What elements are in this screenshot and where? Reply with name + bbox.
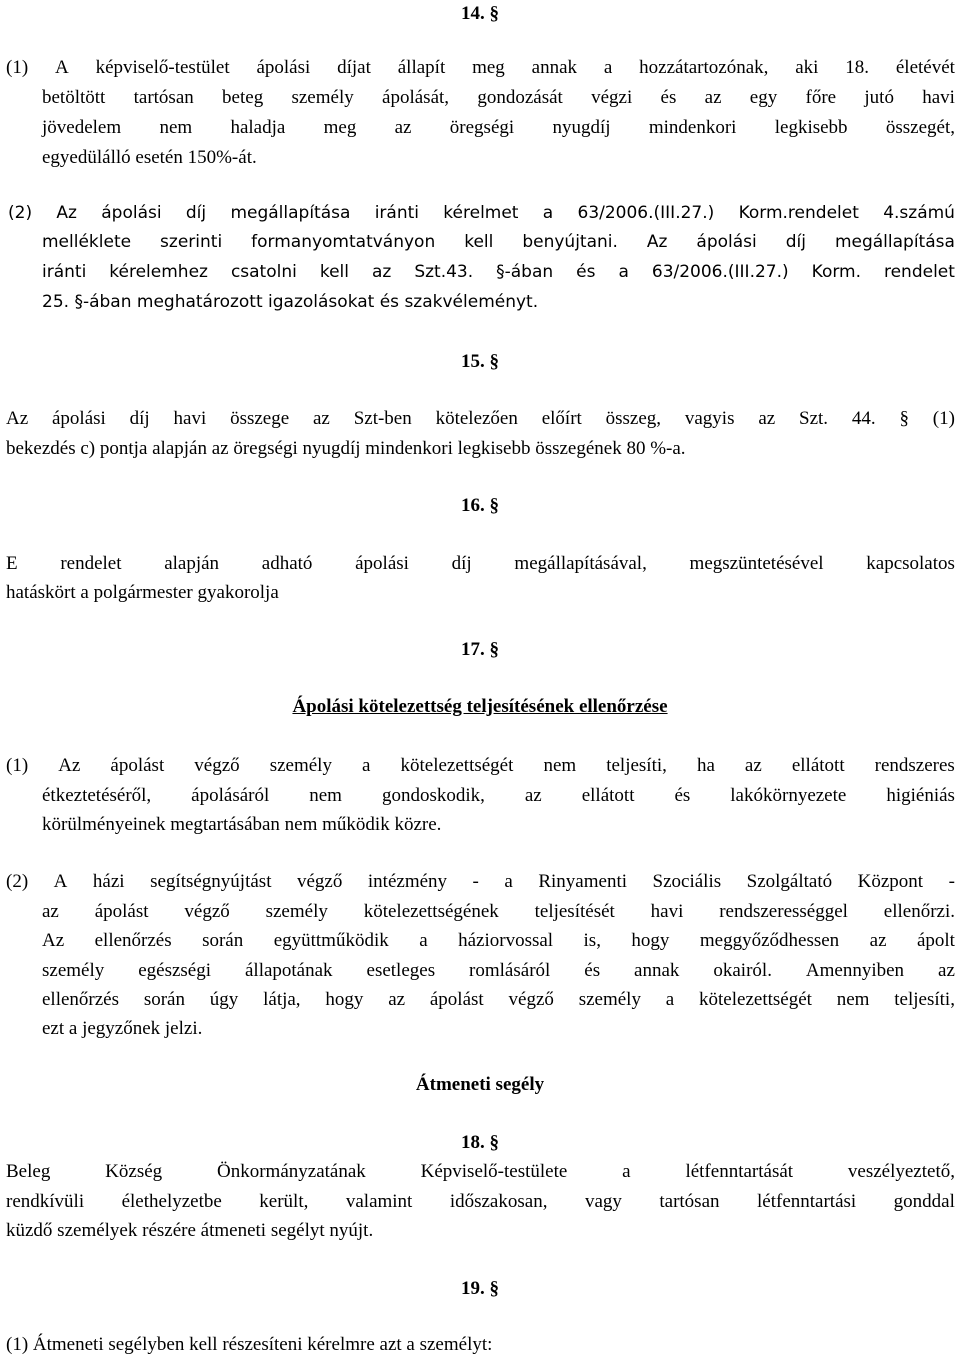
word: Beleg: [6, 1161, 51, 1182]
s17-line-5: [42, 902, 955, 921]
word: és: [674, 785, 691, 806]
word: Szt.: [799, 408, 829, 429]
section-17-heading: 17. §: [461, 639, 499, 660]
word: annak: [531, 57, 578, 78]
word: a: [603, 57, 613, 78]
word: rendelet: [60, 553, 122, 574]
word: személy: [265, 901, 328, 922]
word: kapcsolatos: [866, 553, 955, 574]
s14-line-6: [42, 234, 955, 251]
word: végzi: [591, 87, 633, 108]
word: öregségi: [449, 117, 515, 138]
word: annak: [634, 960, 680, 981]
word: személy: [291, 87, 354, 108]
word: tartósan: [133, 87, 194, 108]
word: ápolását,: [382, 87, 450, 108]
word: a: [504, 871, 513, 892]
word: -: [472, 871, 479, 892]
word: meg: [472, 57, 505, 78]
word: az: [394, 117, 412, 138]
word: kérelmet: [443, 203, 519, 223]
word: összegét,: [885, 117, 955, 138]
word: valamint: [345, 1191, 413, 1212]
word: ápolási: [355, 553, 409, 574]
word: életévét: [895, 57, 955, 78]
word: A: [53, 871, 68, 892]
word: és: [576, 262, 596, 282]
word: ápolási: [256, 57, 311, 78]
word: Amennyiben: [805, 960, 905, 981]
s14-line-4: egyedülálló esetén 150%-át.: [42, 147, 257, 168]
word: meggyőződhessen: [699, 930, 840, 951]
word: úgy: [209, 989, 239, 1010]
word: alapján: [164, 553, 220, 574]
word: gondozását: [477, 87, 563, 108]
word: összeg,: [605, 408, 662, 429]
s17-line-2: [42, 786, 955, 805]
section-15-heading: 15. §: [461, 351, 499, 372]
section-16-heading: 16. §: [461, 495, 499, 516]
word: került,: [259, 1191, 309, 1212]
s16-line-2: hatáskört a polgármester gyakorolja: [6, 582, 279, 603]
word: higiéniás: [886, 785, 955, 806]
word: díj: [785, 232, 806, 252]
s15-line-1: [6, 409, 955, 428]
word: ápolt: [916, 930, 955, 951]
word: ellátott: [581, 785, 635, 806]
word: mindenkori: [648, 117, 737, 138]
word: gonddal: [893, 1191, 955, 1212]
word: Az: [56, 203, 77, 223]
word: (1): [6, 755, 29, 776]
word: az: [744, 755, 762, 776]
word: személy: [578, 989, 641, 1010]
word: az: [869, 930, 887, 951]
word: Szolgáltató: [746, 871, 833, 892]
word: végző: [194, 755, 240, 776]
word: Önkormányzatának: [217, 1161, 366, 1182]
word: nem: [543, 755, 577, 776]
word: során: [202, 930, 244, 951]
word: ápolásáról: [191, 785, 270, 806]
word: ápolást: [429, 989, 484, 1010]
word: ápolást: [94, 901, 149, 922]
word: háziorvossal: [458, 930, 554, 951]
s17-line-7: [42, 961, 955, 980]
word: Az: [6, 408, 29, 429]
word: ellenőrzés: [94, 930, 172, 951]
word: csatolni: [230, 262, 297, 282]
section-18-heading: 18. §: [461, 1132, 499, 1153]
section-18-title: Átmeneti segély: [415, 1074, 545, 1095]
word: egészségi: [138, 960, 212, 981]
section-19-heading: 19. §: [461, 1278, 499, 1299]
word: Szt.43.: [414, 262, 474, 282]
word: havi: [922, 87, 955, 108]
s14-line-8: 25. §-ában meghatározott igazolásokat és szakvéleményt.: [42, 292, 539, 312]
word: Rinyamenti: [538, 871, 627, 892]
word: képviselő-testület: [95, 57, 230, 78]
s17-line-4: [6, 872, 955, 891]
word: 63/2006.(III.27.): [651, 262, 789, 282]
word: lakókörnyezete: [730, 785, 847, 806]
word: hogy: [325, 989, 364, 1010]
word: élethelyzetbe: [121, 1191, 222, 1212]
word: Az: [58, 755, 81, 776]
word: és: [660, 87, 677, 108]
word: az: [938, 960, 955, 981]
word: díj: [451, 553, 472, 574]
word: kell: [464, 232, 494, 252]
word: (2): [6, 871, 29, 892]
word: havi: [173, 408, 207, 429]
word: személy: [269, 755, 332, 776]
s17-line-9: ezt a jegyzőnek jelzi.: [42, 1018, 203, 1039]
word: benyújtani.: [522, 232, 618, 252]
word: a: [542, 203, 554, 223]
word: Szociális: [652, 871, 722, 892]
word: is,: [583, 930, 601, 951]
word: a: [618, 262, 629, 282]
word: állapotának: [244, 960, 333, 981]
s14-line-5: [8, 205, 955, 222]
word: az: [524, 785, 542, 806]
word: A: [55, 57, 69, 78]
word: előírt: [541, 408, 582, 429]
word: az: [371, 262, 392, 282]
s14-line-1: [6, 58, 955, 77]
word: kötelezettségét: [400, 755, 514, 776]
section-14-heading: 14. §: [461, 3, 499, 24]
word: kérelemhez: [109, 262, 208, 282]
word: ápolási: [101, 203, 162, 223]
word: összege: [230, 408, 290, 429]
word: rendszerességgel: [719, 901, 848, 922]
word: létfenntartását: [685, 1161, 794, 1182]
word: (1): [6, 57, 29, 78]
word: teljesíti,: [894, 989, 955, 1010]
word: és: [584, 960, 601, 981]
word: betöltött: [42, 87, 106, 108]
word: okairól.: [713, 960, 772, 981]
word: (2): [8, 203, 33, 223]
word: végző: [297, 871, 343, 892]
word: Az: [42, 930, 65, 951]
word: nem: [309, 785, 342, 806]
s14-line-2: [42, 88, 955, 107]
word: 44.: [851, 408, 876, 429]
word: formanyomtatványon: [251, 232, 436, 252]
word: nyugdíj: [552, 117, 611, 138]
word: az: [704, 87, 722, 108]
word: teljesíti,: [606, 755, 667, 776]
s16-line-1: [6, 554, 955, 573]
s18-line-2: [6, 1192, 955, 1211]
word: az: [758, 408, 776, 429]
word: meg: [323, 117, 357, 138]
word: 4.számú: [883, 203, 955, 223]
word: díj: [129, 408, 150, 429]
word: adható: [261, 553, 313, 574]
word: jövedelem: [42, 117, 122, 138]
word: romlásáról: [469, 960, 551, 981]
word: veszélyeztető,: [847, 1161, 955, 1182]
word: rendkívüli: [6, 1191, 85, 1212]
word: ápolási: [51, 408, 106, 429]
word: vagy: [584, 1191, 622, 1212]
word: legkisebb: [774, 117, 848, 138]
s17-line-1: [6, 756, 955, 775]
word: ha: [696, 755, 715, 776]
word: végző: [508, 989, 554, 1010]
word: 63/2006.(III.27.): [577, 203, 715, 223]
s17-line-3: körülményeinek megtartásában nem működik közre.: [42, 814, 442, 835]
word: Szt-ben: [353, 408, 412, 429]
word: E: [6, 553, 18, 574]
word: házi: [92, 871, 125, 892]
word: a: [622, 1161, 631, 1182]
word: főre: [805, 87, 837, 108]
word: beteg: [222, 87, 264, 108]
word: rendelet: [883, 262, 955, 282]
word: ellátott: [791, 755, 845, 776]
word: díjat: [337, 57, 371, 78]
word: együttműködik: [273, 930, 389, 951]
word: a: [665, 989, 675, 1010]
word: Korm.: [811, 262, 861, 282]
word: díj: [185, 203, 207, 223]
s15-line-2: bekezdés c) pontja alapján az öregségi nyugdíj mindenkori legkisebb összegének 80 %-a.: [6, 438, 686, 459]
word: havi: [650, 901, 684, 922]
word: állapít: [397, 57, 446, 78]
word: nem: [836, 989, 870, 1010]
word: aki: [795, 57, 819, 78]
word: -: [948, 871, 955, 892]
word: során: [143, 989, 185, 1010]
word: §: [899, 408, 909, 429]
word: haladja: [230, 117, 286, 138]
word: segítségnyújtást: [150, 871, 272, 892]
word: személy: [42, 960, 105, 981]
word: megszüntetésével: [689, 553, 824, 574]
word: tartósan: [659, 1191, 720, 1212]
word: Község: [105, 1161, 163, 1182]
word: kötelezettségét: [699, 989, 812, 1010]
word: az: [42, 901, 59, 922]
word: 18.: [845, 57, 870, 78]
word: megállapításával,: [514, 553, 647, 574]
word: látja,: [263, 989, 301, 1010]
word: ellenőrzés: [42, 989, 120, 1010]
word: iránti: [374, 203, 419, 223]
word: gondoskodik,: [381, 785, 485, 806]
section-17-title: Ápolási kötelezettség teljesítésének ellenőrzése: [292, 696, 668, 717]
word: kötelezettségének: [363, 901, 499, 922]
word: ellenőrzi.: [883, 901, 955, 922]
word: kötelezően: [435, 408, 518, 429]
word: megállapítása: [230, 203, 351, 223]
word: nem: [159, 117, 193, 138]
s18-line-3: küzdő személyek részére átmeneti segélyt nyújt.: [6, 1220, 374, 1241]
word: ápolást: [110, 755, 165, 776]
s18-line-1: [6, 1162, 955, 1181]
word: végző: [184, 901, 230, 922]
word: teljesítését: [534, 901, 615, 922]
word: hozzátartozónak,: [639, 57, 769, 78]
word: hogy: [631, 930, 670, 951]
s17-line-8: [42, 990, 955, 1009]
word: az: [313, 408, 330, 429]
word: a: [362, 755, 371, 776]
word: szerinti: [160, 232, 223, 252]
word: §-ában: [496, 262, 554, 282]
word: iránti: [42, 262, 87, 282]
word: Korm.rendelet: [738, 203, 859, 223]
word: rendszeres: [874, 755, 955, 776]
word: az: [388, 989, 406, 1010]
word: a: [419, 930, 428, 951]
word: megállapítása: [834, 232, 955, 252]
word: ápolási: [696, 232, 757, 252]
word: esetleges: [366, 960, 436, 981]
s19-line-1: (1) Átmeneti segélyben kell részesíteni kérelmre azt a személyt:: [6, 1334, 493, 1355]
s14-line-7: [42, 264, 955, 281]
word: (1): [932, 408, 955, 429]
word: intézmény: [367, 871, 448, 892]
word: étkeztetéséről,: [42, 785, 152, 806]
s17-line-6: [42, 931, 955, 950]
word: Központ: [857, 871, 924, 892]
word: Képviselő-testülete: [420, 1161, 568, 1182]
word: időszakosan,: [449, 1191, 548, 1212]
word: vagyis: [684, 408, 735, 429]
word: Az: [646, 232, 668, 252]
s14-line-3: [42, 118, 955, 137]
word: egy: [749, 87, 778, 108]
word: létfenntartási: [757, 1191, 857, 1212]
word: jutó: [864, 87, 894, 108]
word: melléklete: [42, 232, 132, 252]
word: kell: [319, 262, 349, 282]
